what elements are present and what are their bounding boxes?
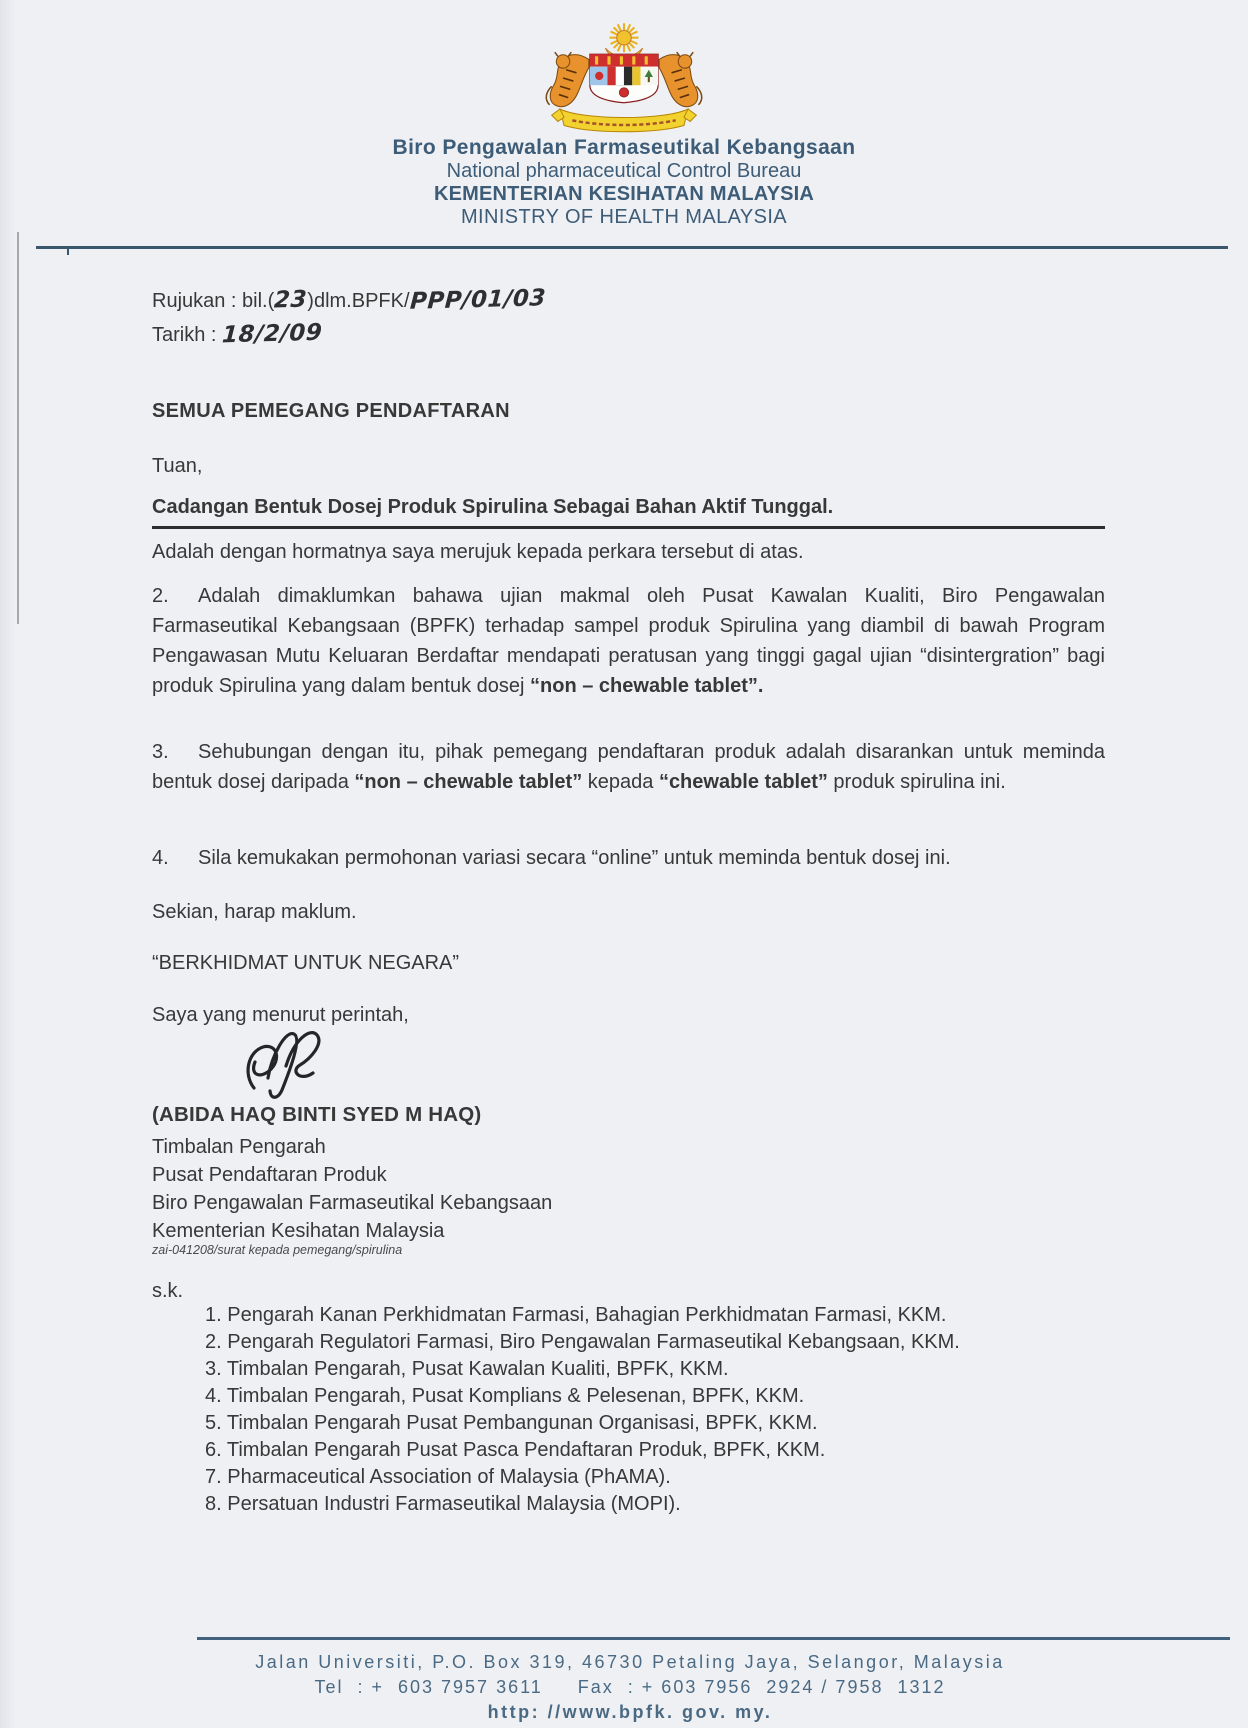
reference-line bbox=[152, 284, 1105, 318]
cc-item: 7. Pharmaceutical Association of Malaysia (PhAMA). bbox=[205, 1466, 671, 1488]
org-name-malay: Biro Pengawalan Farmaseutikal Kebangsaan bbox=[392, 136, 856, 159]
scan-edge-artifact bbox=[17, 232, 19, 624]
paragraph-3-bold2: “chewable tablet” bbox=[658, 771, 828, 793]
cc-item: 4. Timbalan Pengarah, Pusat Komplians & Pelesenan, BPFK, KKM. bbox=[205, 1385, 805, 1407]
reference-prefix: Rujukan : bil.( bbox=[152, 290, 275, 312]
salutation: Tuan, bbox=[152, 455, 203, 477]
paragraph-3-text2: kepada bbox=[582, 771, 659, 793]
cc-item: 5. Timbalan Pengarah Pusat Pembangunan Organisasi, BPFK, KKM. bbox=[205, 1412, 818, 1434]
header-divider-tick bbox=[67, 249, 69, 255]
footer-divider bbox=[197, 1637, 1230, 1640]
cc-item: 1. Pengarah Kanan Perkhidmatan Farmasi, Bahagian Perkhidmatan Farmasi, KKM. bbox=[205, 1304, 947, 1326]
subject-line: Cadangan Bentuk Dosej Produk Spirulina Sebagai Bahan Aktif Tunggal. bbox=[152, 496, 1105, 529]
cc-list bbox=[205, 1302, 1105, 1518]
date-line bbox=[152, 318, 1105, 352]
paragraph-2-text: Adalah dimaklumkan bahawa ujian makmal oleh Pusat Kawalan Kualiti, Biro Pengawalan Farmaseutikal Kebangsaan (BPFK) terhadap sampel produk Spirulina yang diambil di bawah Program Pengawasan Mutu Keluaran Berdaftar mendapati peratusan yang tinggi gagal ujian “disintergration” bagi produk Spirulina yang dalam bentuk dosej bbox=[152, 585, 1105, 697]
paragraph-2 bbox=[152, 581, 1105, 701]
paragraph-3-number: 3. bbox=[152, 741, 169, 763]
file-reference: zai-041208/surat kepada pemegang/spirulina bbox=[152, 1243, 403, 1257]
paragraph-4-text: Sila kemukakan permohonan variasi secara “online” untuk meminda bentuk dosej ini. bbox=[198, 847, 951, 869]
paragraph-3-text1: Sehubungan dengan itu, pihak pemegang pendaftaran produk adalah disarankan untuk meminda bentuk dosej daripada bbox=[152, 741, 1105, 793]
paragraph-4-number: 4. bbox=[152, 847, 169, 869]
ministry-malay: KEMENTERIAN KESIHATAN MALAYSIA bbox=[433, 183, 815, 205]
crest-banner bbox=[552, 109, 697, 132]
signatory-name: (ABIDA HAQ BINTI SYED M HAQ) bbox=[152, 1103, 482, 1126]
footer-address: Jalan Universiti, P.O. Box 319, 46730 Petaling Jaya, Selangor, Malaysia bbox=[255, 1652, 1005, 1672]
date-label: Tarikh : bbox=[152, 324, 223, 346]
reference-mid: )dlm.BPFK/ bbox=[307, 290, 410, 312]
command-line: Saya yang menurut perintah, bbox=[152, 1004, 409, 1026]
cc-item: 2. Pengarah Regulatori Farmasi, Biro Pengawalan Farmaseutikal Kebangsaan, KKM. bbox=[205, 1331, 960, 1353]
paragraph-3 bbox=[152, 737, 1105, 797]
paragraph-3-bold1: “non – chewable tablet” bbox=[354, 771, 583, 793]
paragraph-4 bbox=[152, 843, 1105, 873]
crest-left-tiger bbox=[546, 52, 589, 107]
paragraph-2-number: 2. bbox=[152, 585, 169, 607]
cc-item: 8. Persatuan Industri Farmaseutikal Malaysia (MOPI). bbox=[205, 1493, 681, 1515]
footer-tel-fax: Tel : + 603 7957 3611 Fax : + 603 7956 2924 / 7958 1312 bbox=[314, 1677, 946, 1697]
malaysia-coat-of-arms-icon bbox=[531, 20, 717, 141]
closing-line: Sekian, harap maklum. bbox=[152, 901, 357, 923]
date-value-handwritten: 18/2/09 bbox=[221, 319, 324, 349]
recipient: SEMUA PEMEGANG PENDAFTARAN bbox=[152, 400, 510, 422]
signature-scribble bbox=[240, 1024, 360, 1115]
sk-label: s.k. bbox=[152, 1280, 184, 1302]
letterhead bbox=[0, 136, 1248, 229]
footer-url: http: //www.bpfk. gov. my. bbox=[487, 1702, 773, 1722]
reference-code-handwritten: PPP/01/03 bbox=[408, 285, 547, 315]
paragraph-3-text3: produk spirulina ini. bbox=[827, 771, 1006, 793]
cc-item: 3. Timbalan Pengarah, Pusat Kawalan Kualiti, BPFK, KKM. bbox=[205, 1358, 729, 1380]
org-name-english: National pharmaceutical Control Bureau bbox=[446, 160, 802, 182]
reference-number-handwritten: 23 bbox=[273, 286, 309, 314]
signatory-title-3: Biro Pengawalan Farmaseutikal Kebangsaan bbox=[152, 1192, 553, 1214]
paragraph-2-bold: “non – chewable tablet”. bbox=[530, 675, 764, 697]
signatory-title-2: Pusat Pendaftaran Produk bbox=[152, 1164, 387, 1186]
signatory-titles bbox=[152, 1133, 1105, 1245]
cc-item: 6. Timbalan Pengarah Pusat Pasca Pendaftaran Produk, BPFK, KKM. bbox=[205, 1439, 826, 1461]
signatory-title-1: Timbalan Pengarah bbox=[152, 1136, 326, 1158]
crest-shield bbox=[590, 54, 658, 103]
header-divider bbox=[36, 246, 1228, 249]
reference-block bbox=[152, 284, 1105, 352]
signatory-title-4: Kementerian Kesihatan Malaysia bbox=[152, 1220, 445, 1242]
ministry-english: MINISTRY OF HEALTH MALAYSIA bbox=[460, 206, 788, 228]
motto-line: “BERKHIDMAT UNTUK NEGARA” bbox=[152, 952, 460, 974]
footer bbox=[130, 1649, 1130, 1725]
crest-right-tiger bbox=[659, 52, 702, 107]
intro-paragraph: Adalah dengan hormatnya saya merujuk kepada perkara tersebut di atas. bbox=[152, 541, 804, 563]
